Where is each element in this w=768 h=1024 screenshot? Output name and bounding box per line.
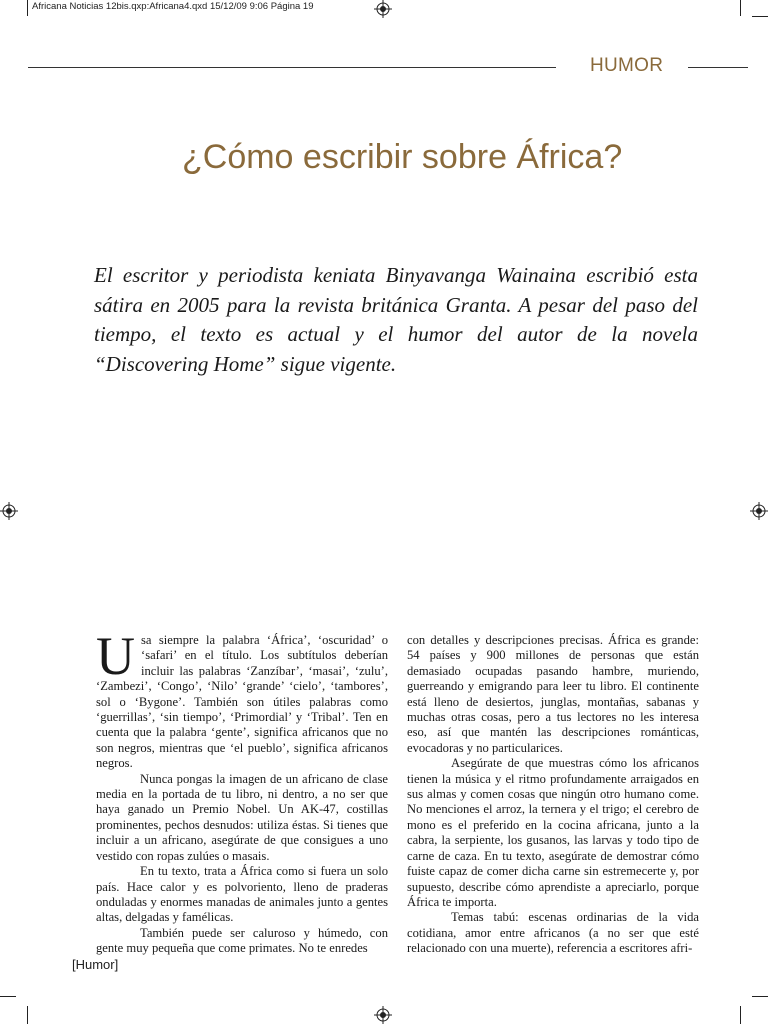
body-paragraph: Temas tabú: escenas ordinarias de la vida cotidiana, amor entre africanos (a no ser que esté relacionado con una muerte), referencia a escritores afri- <box>407 910 699 956</box>
registration-mark-icon <box>750 502 768 520</box>
crop-mark <box>740 0 741 16</box>
crop-mark <box>752 996 768 997</box>
crop-mark <box>752 16 768 17</box>
registration-mark-icon <box>374 1006 392 1024</box>
body-paragraph: con detalles y descripciones precisas. África es grande: 54 países y 900 millones de personas que están demasiado ocupadas pasando hambre, muriendo, guerreando y emigrando para leer tu libro. El continente está lleno de desiertos, junglas, montañas, sabanas y muchas otras cosas, pero a tus lectores no les interesa eso, así que mantén las descripciones románticas, evocadoras y no particularices. <box>407 633 699 755</box>
body-paragraph-text: sa siempre la palabra ‘África’, ‘oscuridad’ o ‘safari’ en el título. Los subtítulos deberían incluir las palabras ‘Zanzíbar’, ‘masai’, ‘zulu’, ‘Zambezi’, ‘Congo’, ‘Nilo’ ‘grande’ ‘cielo’, ‘tambores’, sol o ‘Bygone’. También son útiles palabras como ‘guerrillas’, ‘sin tiempo’, ‘Primordial’ y ‘Tribal’. Ten en cuenta que la palabra ‘gente’, significa africanos que no son negros, mientras que ‘el pueblo’, significa africanos negros. <box>96 633 388 771</box>
section-label: HUMOR <box>590 55 664 76</box>
print-slug: Africana Noticias 12bis.qxp:Africana4.qxd 15/12/09 9:06 Página 19 <box>32 1 314 12</box>
body-paragraph <box>96 626 388 772</box>
body-column-right <box>407 633 699 957</box>
header-rule-right <box>688 67 748 68</box>
article-title: ¿Cómo escribir sobre África? <box>182 138 623 176</box>
body-paragraph: En tu texto, trata a África como si fuera un solo país. Hace calor y es polvoriento, lleno de praderas onduladas y enormes manadas de animales junto a gentes altas, delgadas y famélicas. <box>96 864 388 925</box>
drop-cap: U <box>96 626 135 686</box>
page-footer: [Humor] <box>72 957 119 972</box>
crop-mark <box>27 0 28 16</box>
body-column-left <box>96 626 388 957</box>
header-rule-left <box>28 67 556 68</box>
crop-mark <box>27 1006 28 1024</box>
body-paragraph: Asegúrate de que muestras cómo los africanos tienen la música y el ritmo profundamente arraigados en sus almas y comen cosas que ningún otro humano come. No menciones el arroz, la ternera y el trigo; el cerebro de mono es el preferido en la cocina africana, junto a la cabra, la serpiente, los gusanos, las larvas y todo tipo de carne de caza. En tu texto, asegúrate de demostrar cómo fuiste capaz de comer dicha carne sin estremecerte y, por supuesto, describe cómo aprendiste a apreciarlo, porque África te importa. <box>407 756 699 909</box>
body-paragraph: Nunca pongas la imagen de un africano de clase media en la portada de tu libro, ni dentro, a no ser que haya ganado un Premio Nobel. Un AK-47, costillas prominentes, pechos desnudos: utiliza éstas. Si tienes que incluir a un africano, asegúrate de que consigues a uno vestido con ropas zulúes o masais. <box>96 771 388 863</box>
body-paragraph: También puede ser caluroso y húmedo, con gente muy pequeña que come primates. No te enredes <box>96 925 388 956</box>
registration-mark-icon <box>0 502 18 520</box>
registration-mark-icon <box>374 0 392 18</box>
article-lede: El escritor y periodista keniata Binyavanga Wainaina escribió esta sátira en 2005 para la revista británica Granta. A pesar del paso del tiempo, el texto es actual y el humor del autor de la novela “Discovering Home” sigue vigente. <box>94 263 698 376</box>
crop-mark <box>0 996 16 997</box>
crop-mark <box>740 1006 741 1024</box>
